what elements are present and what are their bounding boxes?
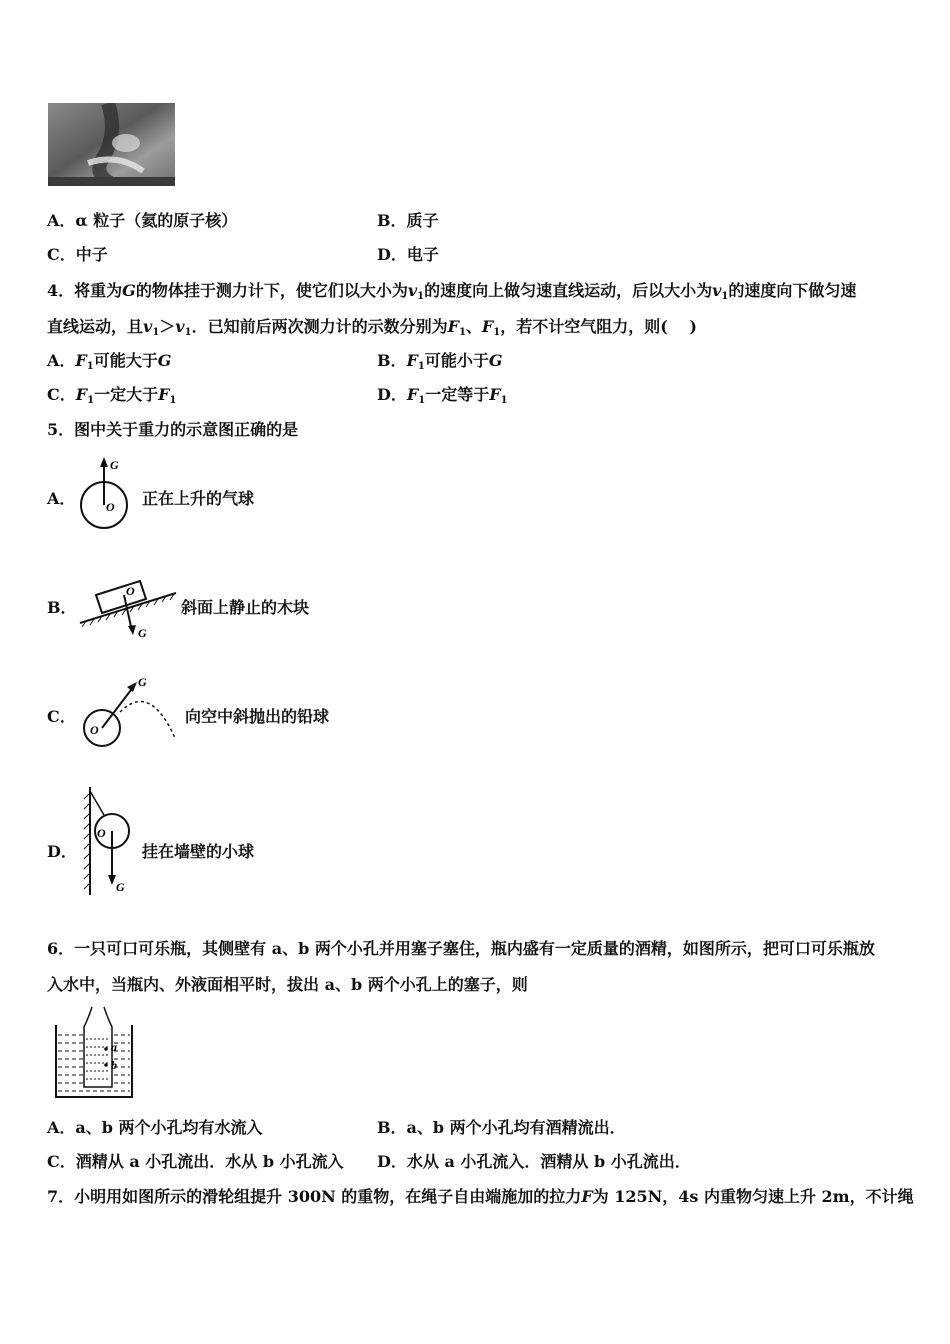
label-g: G	[110, 458, 119, 472]
q5-option-b-caption: 斜面上静止的木块	[181, 598, 310, 617]
q6-stem-line2: 入水中，当瓶内、外液面相平时，拔出 a、b 两个小孔上的塞子，则	[47, 975, 528, 994]
wall-ball-diagram	[80, 785, 140, 900]
cloud-chamber-photo	[48, 103, 175, 186]
label-o: O	[97, 826, 106, 840]
label-o: O	[90, 723, 99, 737]
q5-stem: 5．图中关于重力的示意图正确的是	[47, 420, 299, 439]
q6-option-d[interactable]: D．水从 a 小孔流入．酒精从 b 小孔流出．	[377, 1152, 691, 1171]
q3-option-c[interactable]: C．中子	[47, 245, 108, 264]
q5-option-a-letter[interactable]: A．	[47, 489, 76, 508]
q4-stem-line1: 4．将重为G的物体挂于测力计下，使它们以大小为$v_1$的速度向上做匀速直线运动，后以大小为$v_1$的速度向下做匀速	[47, 281, 857, 302]
q5-option-c-caption: 向空中斜抛出的铅球	[185, 707, 330, 726]
q6-option-a[interactable]: A．a、b 两个小孔均有水流入	[47, 1118, 263, 1137]
q4-option-d[interactable]: D．$F_1$一定等于$F_1$	[377, 385, 508, 406]
q6-option-c[interactable]: C．酒精从 a 小孔流出．水从 b 小孔流入	[47, 1152, 344, 1171]
label-g: G	[138, 626, 147, 640]
label-g: G	[116, 880, 125, 894]
q5-option-b-letter[interactable]: B．	[47, 598, 77, 617]
q4-option-a[interactable]: A．$F_1$可能大于G	[47, 351, 172, 372]
label-o: O	[106, 500, 115, 514]
q7-stem-line1: 7．小明用如图所示的滑轮组提升 300N 的重物，在绳子自由端施加的拉力F为 125N，4s 内重物匀速上升 2m，不计绳	[47, 1187, 914, 1206]
bottle-in-water-diagram	[54, 1005, 136, 1099]
label-a: a	[111, 1040, 117, 1054]
label-g: G	[138, 675, 147, 689]
q5-option-a-caption: 正在上升的气球	[142, 489, 255, 508]
balloon-diagram	[76, 455, 136, 535]
q3-option-a[interactable]: A．α 粒子（氦的原子核）	[47, 211, 238, 230]
q4-option-b[interactable]: B．$F_1$可能小于G	[377, 351, 503, 372]
label-o: O	[126, 584, 135, 598]
shot-put-diagram	[80, 672, 182, 752]
q3-option-d[interactable]: D．电子	[377, 245, 439, 264]
q5-option-d-caption: 挂在墙壁的小球	[142, 842, 255, 861]
q4-option-c[interactable]: C．$F_1$一定大于$F_1$	[47, 385, 177, 406]
q6-option-b[interactable]: B．a、b 两个小孔均有酒精流出．	[377, 1118, 626, 1137]
q4-stem-line2: 直线运动，且$v_1>v_1$．已知前后两次测力计的示数分别为$F_1$、$F_1$，若不计空气阻力，则( )	[47, 317, 697, 338]
q5-option-c-letter[interactable]: C．	[47, 707, 76, 726]
q6-stem-line1: 6．一只可口可乐瓶，其侧壁有 a、b 两个小孔并用塞子塞住，瓶内盛有一定质量的酒精，如图所示，把可口可乐瓶放	[47, 939, 875, 958]
label-b: b	[111, 1058, 117, 1072]
q5-option-d-letter[interactable]: D．	[47, 842, 77, 861]
incline-block-diagram	[78, 565, 180, 645]
q3-option-b[interactable]: B．质子	[377, 211, 439, 230]
